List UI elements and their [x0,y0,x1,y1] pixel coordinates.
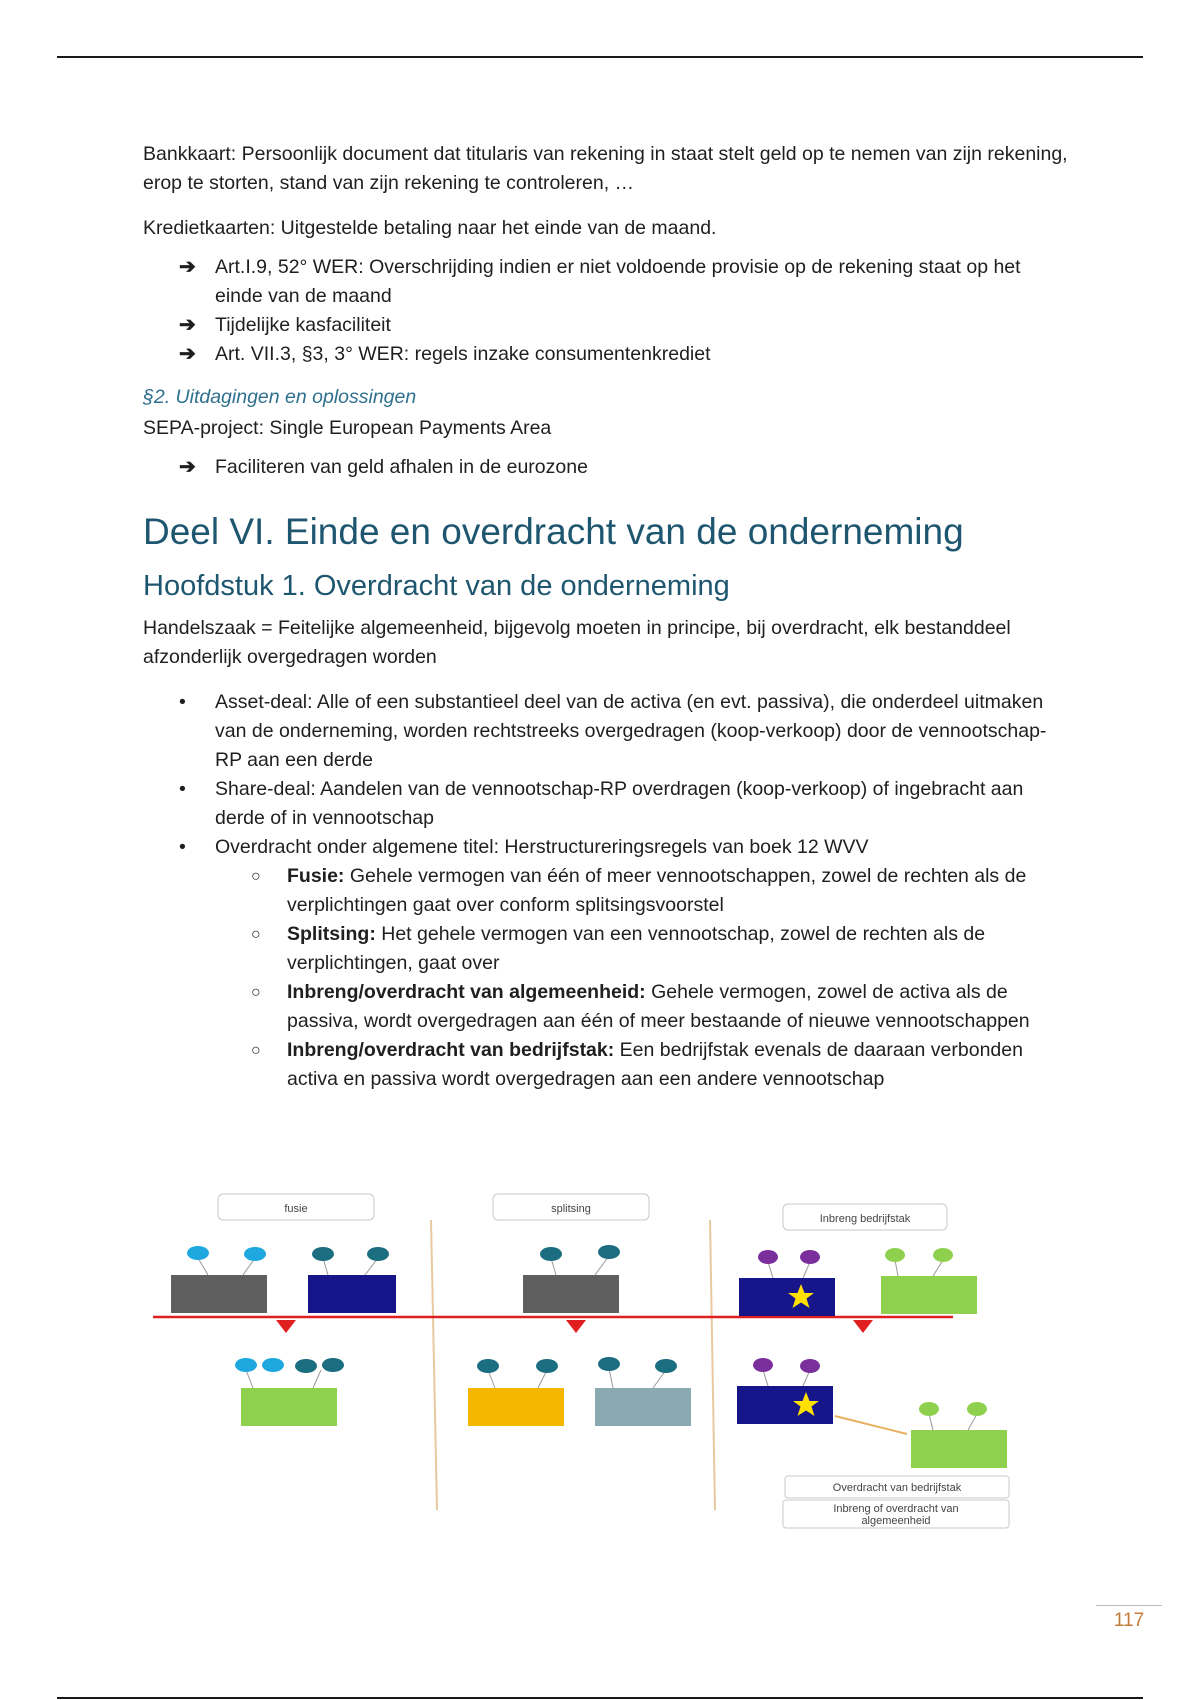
circle-bullet: ○ [251,868,261,885]
bullet-item: • Overdracht onder algemene titel: Herstructureringsregels van boek 12 WVV ○ Fusie: Gehele vermogen van één of meer vennootschappen, zowel de rechten als de verplichtingen gaat over conform splitsingsvoorstel ○ Splitsing: Het gehele vermogen van een vennootschap, zowel de rechten als de verplichtingen, gaat over ○ Inbreng/overdracht van algemeenheid: Gehele vermogen, zowel de activa als de passiva, wordt overgedragen aan één of meer bestaande of nieuwe vennootschappen ○ Inbreng/overdracht van bedrijfstak: Een bedrijfstak evenals de daaraan verbonden activa en passiva wordt overgedragen aan een andere vennootschap [143,833,1073,1094]
splitsing-bottom-company-teal [595,1357,691,1426]
inbreng-connector [835,1416,907,1434]
inbreng-bottom-company-green [911,1402,1007,1468]
label-algemeenheid-text-2: algemeenheid [861,1515,931,1527]
fusie-top-company-navy [308,1247,396,1313]
paragraph-kredietkaarten: Kredietkaarten: Uitgestelde betaling naar het einde van de maand. [143,217,717,239]
arrow-right-icon: ➔ [179,256,196,278]
circle-bullet: ○ [251,926,261,943]
label-inbreng-text: Inbreng bedrijfstak [819,1213,911,1225]
bullet-item: • Asset-deal: Alle of een substantieel deel van de activa (en evt. passiva), die onderdeel uitmaken van de onderneming, worden rechtstreeks overgedragen (koop-verkoop) door de vennootschap-RP aan een derde [143,688,1073,775]
splitsing-bottom-company-yellow [468,1359,564,1426]
splitsing-down-arrow [566,1320,586,1333]
circle-bullet: ○ [251,984,261,1001]
sub-bullet-item: ○ Inbreng/overdracht van bedrijfstak: Een bedrijfstak evenals de daaraan verbonden activa en passiva wordt overgedragen aan een andere vennootschap [215,1036,1073,1094]
inbreng-down-arrow [853,1320,873,1333]
arrow-list-sepa [143,453,1073,482]
bullet-dot: • [179,778,186,800]
label-splitsing-text: splitsing [551,1203,591,1215]
bullet-item: • Share-deal: Aandelen van de vennootschap-RP overdragen (koop-verkoop) of ingebracht aan derde of in vennootschap [143,775,1073,833]
paragraph-sepa: SEPA-project: Single European Payments Area [143,417,552,439]
paragraph-bankkaart: Bankkaart: Persoonlijk document dat titularis van rekening in staat stelt geld op te nemen van zijn rekening, erop te storten, stand van zijn rekening te controleren, … [143,143,1068,194]
label-fusie [218,1194,374,1220]
heading-hoofdstuk: Hoofdstuk 1. Overdracht van de onderneming [143,570,730,602]
fusie-top-company-grey [171,1246,267,1313]
inbreng-bottom-company-eu [737,1358,833,1424]
bullet-dot: • [179,836,186,858]
label-splitsing [493,1194,649,1220]
arrow-list-krediet [143,253,1073,369]
bottom-rule [57,1697,1143,1699]
arrow-item: ➔ Art.I.9, 52° WER: Overschrijding indien er niet voldoende provisie op de rekening staat op het einde van de maand [143,253,1073,311]
arrow-item: ➔ Faciliteren van geld afhalen in de eurozone [143,453,1073,482]
sub-bullet-item: ○ Splitsing: Het gehele vermogen van een vennootschap, zowel de rechten als de verplichtingen, gaat over [215,920,1073,978]
section-heading: §2. Uitdagingen en oplossingen [143,386,417,408]
divider-left [431,1220,437,1510]
label-overdracht-text: Overdracht van bedrijfstak [832,1482,962,1494]
label-inbreng-bedrijfstak [783,1204,947,1230]
sub-bullet-list [215,862,1073,1094]
heading-deel: Deel VI. Einde en overdracht van de onderneming [143,511,964,552]
arrow-right-icon: ➔ [179,343,196,365]
fusie-down-arrow [276,1320,296,1333]
label-fusie-text: fusie [284,1203,308,1215]
restructuring-diagram [143,1190,1063,1540]
sub-bullet-item: ○ Fusie: Gehele vermogen van één of meer vennootschappen, zowel de rechten als de verplichtingen gaat over conform splitsingsvoorstel [215,862,1073,920]
sub-bullet-item: ○ Inbreng/overdracht van algemeenheid: Gehele vermogen, zowel de activa als de passiva, wordt overgedragen aan één of meer bestaande of nieuwe vennootschappen [215,978,1073,1036]
bullet-list [143,688,1073,1094]
inbreng-top-company-eu [739,1250,835,1316]
page-content [143,140,1073,1094]
arrow-right-icon: ➔ [179,314,196,336]
arrow-item: ➔ Tijdelijke kasfaciliteit [143,311,1073,340]
fusie-bottom-company-green [235,1358,344,1426]
label-inbreng-algemeenheid [783,1500,1009,1528]
bullet-dot: • [179,691,186,713]
arrow-right-icon: ➔ [179,456,196,478]
top-rule [57,56,1143,58]
label-overdracht-bedrijfstak [785,1476,1009,1498]
label-algemeenheid-text-1: Inbreng of overdracht van [833,1503,959,1515]
inbreng-top-company-green [881,1248,977,1314]
arrow-item: ➔ Art. VII.3, §3, 3° WER: regels inzake consumentenkrediet [143,340,1073,369]
divider-right [710,1220,715,1510]
circle-bullet: ○ [251,1042,261,1059]
splitsing-top-company-grey [523,1245,620,1313]
page-number: 117 [1096,1605,1162,1632]
paragraph-handelszaak: Handelszaak = Feitelijke algemeenheid, bijgevolg moeten in principe, bij overdracht, elk bestanddeel afzonderlijk overgedragen worden [143,617,1011,668]
